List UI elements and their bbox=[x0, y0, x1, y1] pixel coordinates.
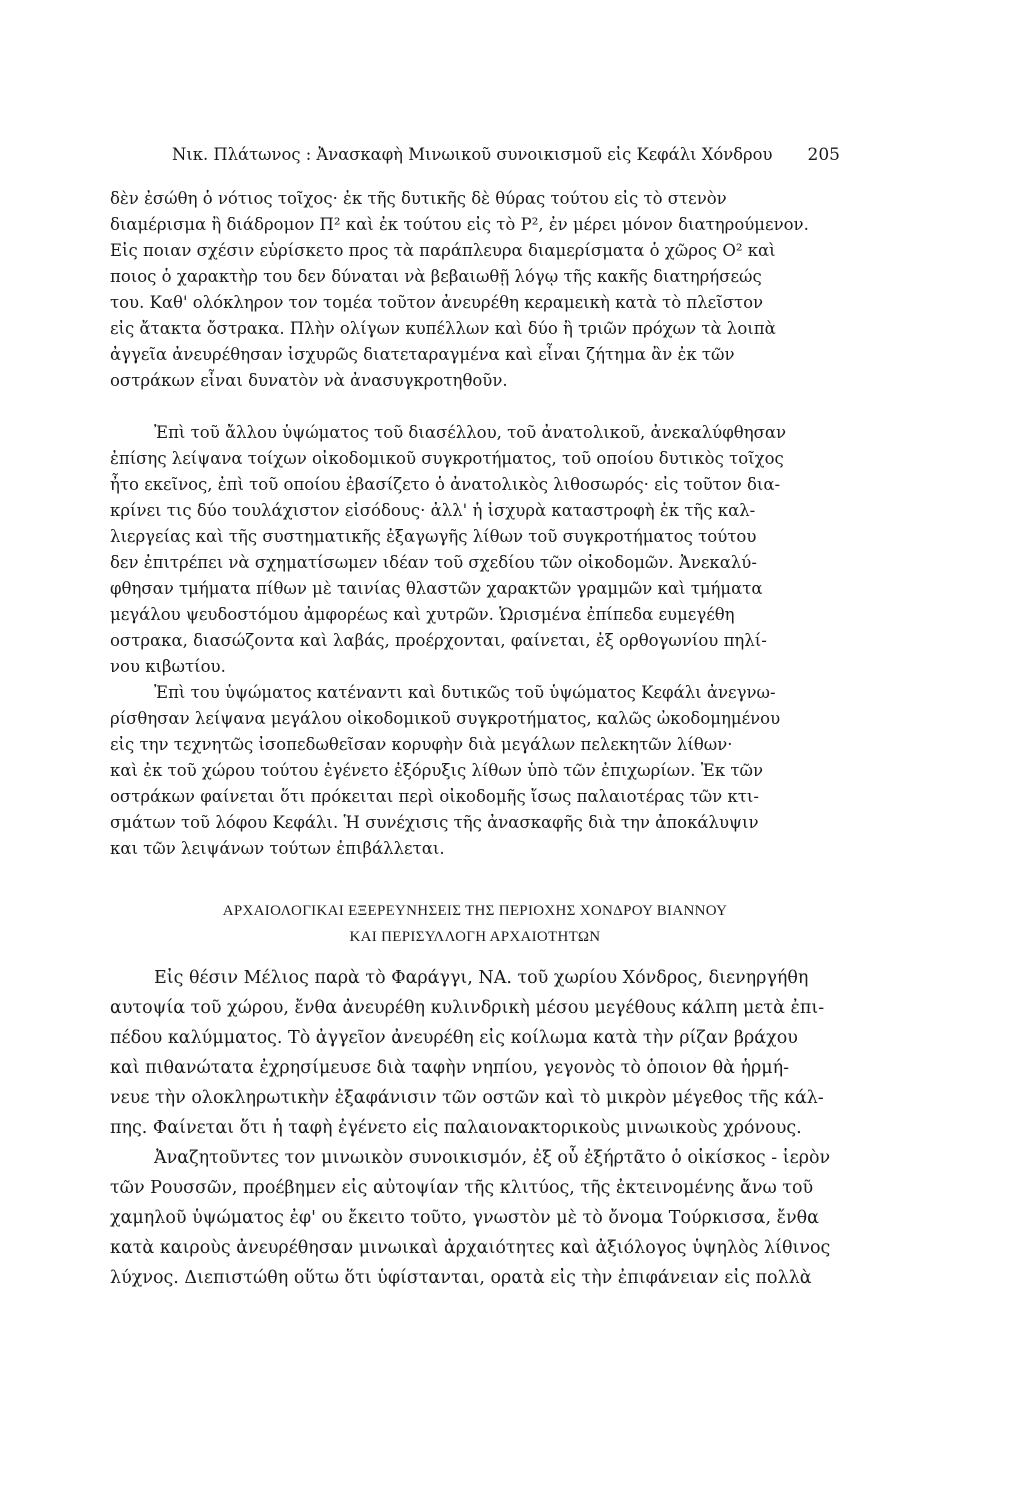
text-line: εἰς την τεχνητῶς ἰσοπεδωθεῖσαν κορυφὴν διὰ μεγάλων πελεκητῶν λίθων· bbox=[110, 735, 733, 754]
text-line: Εἰς ποιαν σχέσιν εὑρίσκετο προς τὰ παράπλευρα διαμερίσματα ὁ χῶρος Ο² καὶ bbox=[110, 241, 776, 260]
text-line: πέδου καλύμματος. Τὸ ἀγγεῖον ἀνευρέθη εἰς κοίλωμα κατὰ τὴν ρίζαν βράχου bbox=[110, 1028, 798, 1048]
text-line: ἐπίσης λείψανα τοίχων οἰκοδομικοῦ συγκροτήματος, τοῦ οποίου δυτικὸς τοῖχος bbox=[110, 449, 784, 468]
text-line: λιεργείας καὶ τῆς συστηματικῆς ἐξαγωγῆς λίθων τοῦ συγκροτήματος τούτου bbox=[110, 527, 757, 546]
text-line: τῶν Ρουσσῶν, προέβημεν εἰς αὐτοψίαν τῆς κλιτύος, τῆς ἐκτεινομένης ἄνω τοῦ bbox=[110, 1178, 814, 1198]
text-line: ἦτο εκεῖνος, ἐπὶ τοῦ οποίου ἐβασίζετο ὁ ἀνατολικὸς λιθοσωρός· εἰς τοῦτον δια- bbox=[110, 475, 781, 494]
text-line: Ἀναζητοῦντες τον μινωικὸν συνοικισμόν, ἐξ οὗ ἐξήρτᾶτο ὁ οἰκίσκος - ἱερὸν bbox=[154, 1148, 831, 1168]
text-line: εἰς ἄτακτα ὄστρακα. Πλὴν ολίγων κυπέλλων καὶ δύο ἢ τριῶν πρόχων τὰ λοιπὰ bbox=[110, 319, 776, 338]
text-line: Εἰς θέσιν Μέλιος παρὰ τὸ Φαράγγι, ΝΑ. τοῦ χωρίου Χόνδρος, διενηργήθη bbox=[154, 968, 809, 988]
text-line: κατὰ καιροὺς ἀνευρέθησαν μινωικαὶ ἀρχαιότητες καὶ ἀξιόλογος ὑψηλὸς λίθινος bbox=[110, 1238, 831, 1258]
text-line: Ἐπὶ του ὑψώματος κατέναντι καὶ δυτικῶς τοῦ ὑψώματος Κεφάλι ἀνεγνω- bbox=[154, 683, 776, 702]
text-line: λύχνος. Διεπιστώθη οὕτω ὅτι ὑφίστανται, ορατὰ εἰς τὴν ἐπιφάνειαν εἰς πολλὰ bbox=[110, 1268, 812, 1288]
text-line: ποιος ὁ χαρακτὴρ του δεν δύναται νὰ βεβαιωθῇ λόγῳ τῆς κακῆς διατηρήσεώς bbox=[110, 267, 762, 286]
text-line: οστράκων εἶναι δυνατὸν νὰ ἀνασυγκροτηθοῦν. bbox=[110, 371, 508, 390]
text-line: του. Καθ' ολόκληρον τον τομέα τοῦτον ἀνευρέθη κεραμεικὴ κατὰ τὸ πλεῖστον bbox=[110, 293, 764, 312]
page-number: 205 bbox=[807, 145, 840, 165]
text-line: ἀγγεῖα ἀνευρέθησαν ἰσχυρῶς διατεταραγμένα καὶ εἶναι ζήτημα ἂν ἐκ τῶν bbox=[110, 345, 735, 364]
text-line: διαμέρισμα ἢ διάδρομον Π² καὶ ἐκ τούτου εἰς τὸ Ρ², ἐν μέρει μόνον διατηρούμενον. bbox=[110, 215, 809, 234]
text-line: αυτοψία τοῦ χώρου, ἔνθα ἀνευρέθη κυλινδρικὴ μέσου μεγέθους κάλπη μετὰ ἐπι- bbox=[110, 998, 825, 1018]
text-line: οστράκων φαίνεται ὅτι πρόκειται περὶ οἰκοδομῆς ἴσως παλαιοτέρας τῶν κτι- bbox=[110, 787, 759, 806]
text-line: δὲν ἐσώθη ὁ νότιος τοῖχος· ἐκ τῆς δυτικῆς δὲ θύρας τούτου εἰς τὸ στενὸν bbox=[110, 189, 727, 208]
text-line: νου κιβωτίου. bbox=[110, 657, 226, 676]
text-line: οστρακα, διασώζοντα καὶ λαβάς, προέρχονται, φαίνεται, ἐξ ορθογωνίου πηλί- bbox=[110, 631, 767, 650]
text-line: σμάτων τοῦ λόφου Κεφάλι. Ἡ συνέχισις τῆς ἀνασκαφῆς διὰ την ἀποκάλυψιν bbox=[110, 813, 759, 832]
text-line: Ἐπὶ τοῦ ἄλλου ὑψώματος τοῦ διασέλλου, τοῦ ἀνατολικοῦ, ἀνεκαλύφθησαν bbox=[154, 423, 787, 442]
section-heading-line-2: ΚΑΙ ΠΕΡΙΣΥΛΛΟΓΗ ΑΡΧΑΙΟΤΗΤΩΝ bbox=[349, 929, 601, 945]
text-line: κρίνει τις δύο τουλάχιστον εἰσόδους· ἀλλ' ἡ ἰσχυρὰ καταστροφὴ ἐκ τῆς καλ- bbox=[110, 501, 756, 520]
text-line: καὶ πιθανώτατα ἐχρησίμευσε διὰ ταφὴν νηπίου, γεγονὸς τὸ ὁποιον θὰ ἡρμή- bbox=[110, 1058, 790, 1078]
text-line: καὶ ἐκ τοῦ χώρου τούτου ἐγένετο ἐξόρυξις λίθων ὑπὸ τῶν ἐπιχωρίων. Ἐκ τῶν bbox=[110, 761, 764, 780]
text-line: φθησαν τμήματα πίθων μὲ ταινίας θλαστῶν χαρακτῶν γραμμῶν καὶ τμήματα bbox=[110, 579, 763, 598]
text-line: ρίσθησαν λείψανα μεγάλου οἰκοδομικοῦ συγκροτήματος, καλῶς ὠκοδομημένου bbox=[110, 709, 781, 728]
running-header bbox=[172, 140, 840, 170]
header-title: Νικ. Πλάτωνος : Ἀνασκαφὴ Μινωικοῦ συνοικισμοῦ εἰς Κεφάλι Χόνδρου bbox=[172, 145, 773, 165]
text-line: χαμηλοῦ ὑψώματος ἐφ' ου ἔκειτο τοῦτο, γνωστὸν μὲ τὸ ὄνομα Τούρκισσα, ἔνθα bbox=[110, 1208, 819, 1228]
text-line: δεν ἐπιτρέπει νὰ σχηματίσωμεν ιδέαν τοῦ σχεδίου τῶν οἰκοδομῶν. Ἀνεκαλύ- bbox=[110, 553, 757, 572]
text-line: πης. Φαίνεται ὅτι ἡ ταφὴ ἐγένετο εἰς παλαιονακτορικοὺς μινωικοὺς χρόνους. bbox=[110, 1118, 802, 1138]
text-line: και τῶν λειψάνων τούτων ἐπιβάλλεται. bbox=[110, 839, 445, 858]
section-heading-line-1: ΑΡΧΑΙΟΛΟΓΙΚΑΙ ΕΞΕΡΕΥΝΗΣΕΙΣ ΤΗΣ ΠΕΡΙΟΧΗΣ ΧΟΝΔΡΟΥ ΒΙΑΝΝΟΥ bbox=[222, 903, 728, 919]
text-line: νευε τὴν ολοκληρωτικὴν ἐξαφάνισιν τῶν οστῶν καὶ τὸ μικρὸν μέγεθος τῆς κάλ- bbox=[110, 1088, 824, 1108]
text-line: μεγάλου ψευδοστόμου ἀμφορέως καὶ χυτρῶν. Ὡρισμένα ἐπίπεδα ευμεγέθη bbox=[110, 605, 735, 624]
